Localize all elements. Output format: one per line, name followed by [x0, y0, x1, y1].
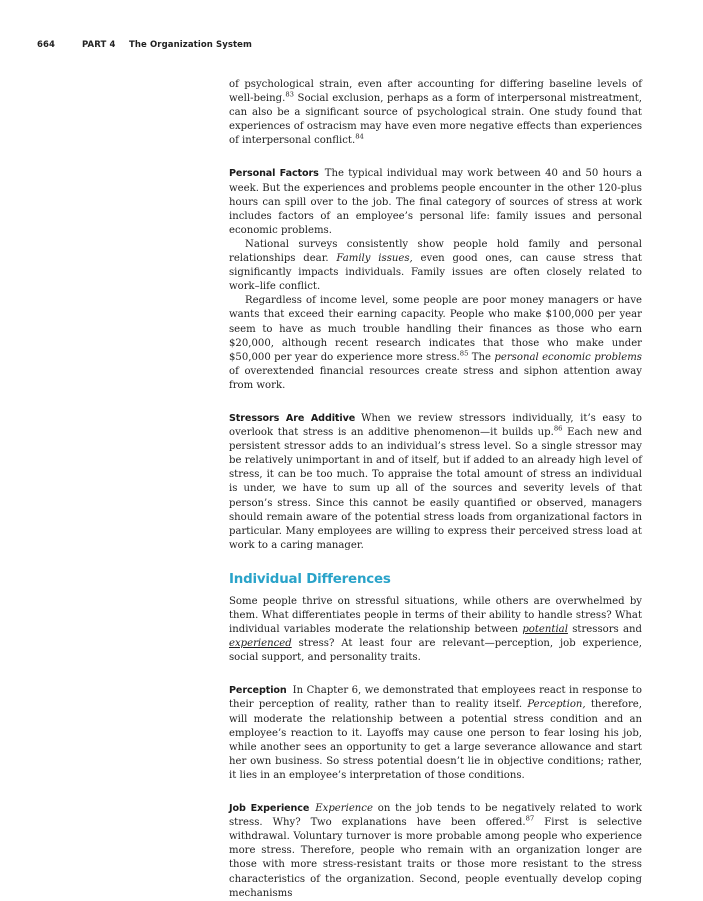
- section-heading-individual-differences: Individual Differences: [229, 571, 391, 587]
- economic-text-mid: The: [468, 351, 495, 363]
- stressors-text-1: When we review stressors individually, it’s easy to overlook that stress is an additive phenomenon—it builds up.: [229, 412, 642, 439]
- economic-problems-paragraph: [229, 294, 642, 393]
- experience-term: Experience: [315, 803, 373, 815]
- family-text-2: even good ones, can cause stress that significantly impacts individuals. Family issues are often closely related to work–life conflict.: [229, 253, 642, 293]
- footnote-ref-83: 83: [285, 90, 294, 99]
- perception-term: Perception,: [527, 699, 586, 711]
- perception-text-2: therefore, will moderate the relationship between a potential stress condition and an employee’s reaction to it. Layoffs may cause one person to fear losing his job, while another sees an opportunity to get a large severance allowance and start her own business. So stress potential doesn’t lie in objective conditions; rather, it lies in an employee’s interpretation of those conditions.: [229, 699, 642, 781]
- potential-term: potential: [522, 624, 568, 636]
- footnote-ref-87: 87: [525, 814, 535, 823]
- personal-factors-heading: Personal Factors: [229, 168, 319, 180]
- family-issues-term: Family issues,: [336, 253, 413, 265]
- stressors-additive-heading: Stressors Are Additive: [229, 412, 356, 424]
- job-exp-text-1: on the job tends to be negatively related to work stress. Why? Two explanations have been offered.: [229, 803, 642, 829]
- family-issues-paragraph: [229, 238, 642, 294]
- job-exp-text-2: First is selective withdrawal. Voluntary turnover is more probable among people who experience more stress. Therefore, people who remain with an organization longer are those with more stress-resistant traits or those more resistant to the stress characteristics of the organization. Second, people eventually develop coping mechanisms: [229, 817, 642, 899]
- indiv-text-2: stressors and: [567, 624, 642, 636]
- experienced-term: experienced: [229, 638, 292, 650]
- stressors-additive-paragraph: [229, 412, 642, 553]
- intro-text-1: of psychological strain, even after accounting for differing baseline levels of well-being.: [229, 79, 642, 105]
- page-number: 664: [37, 40, 56, 50]
- personal-factors-text: The typical individual may work between 40 and 50 hours a week. But the experiences and problems people encounter in the other 120-plus hours can spill over to the job. The final category of sources of stress at work includes factors of an employee’s personal life: family issues and personal economic problems.: [229, 168, 642, 236]
- intro-paragraph: [229, 78, 642, 148]
- footnote-ref-86: 86: [553, 424, 563, 433]
- job-experience-heading: Job Experience: [229, 803, 310, 815]
- economic-text-2: of overextended financial resources create stress and siphon attention away from work.: [229, 365, 642, 391]
- family-text-1: National surveys consistently show people hold family and personal relationships dear.: [229, 238, 642, 265]
- part-label: PART 4: [82, 40, 116, 50]
- perception-text-1: In Chapter 6, we demonstrated that employees react in response to their perception of reality, rather than to reality itself.: [229, 685, 642, 711]
- running-section-title: The Organization System: [129, 40, 252, 50]
- footnote-ref-84: 84: [355, 133, 364, 142]
- personal-factors-paragraph: [229, 167, 642, 237]
- perception-heading: Perception: [229, 685, 287, 697]
- perception-paragraph: [229, 684, 642, 783]
- individual-differences-paragraph: [229, 595, 642, 665]
- indiv-text-1: Some people thrive on stressful situations, while others are overwhelmed by them. What differentiates people in terms of their ability to handle stress? What individual variables moderate the relationship between: [229, 595, 642, 636]
- running-header: [37, 40, 252, 50]
- economic-text-1: Regardless of income level, some people are poor money managers or have wants that exceed their earning capacity. People who make $100,000 per year seem to have as much trouble handling their finances as those who earn $20,000, although recent research indicates that those who make under $50,000 per year do experience more stress.: [229, 295, 642, 363]
- footnote-ref-85: 85: [459, 349, 469, 358]
- stressors-text-2: Each new and persistent stressor adds to an individual’s stress level. So a single stressor may be relatively unimportant in and of itself, but if added to an already high level of stress, it can be too much. To appraise the total amount of stress an individual is under, we have to sum up all of the sources and severity levels of that person’s stress. Since this cannot be easily quantified or observed, managers should remain aware of the potential stress loads from organizational factors in particular. Many employees are willing to express their perceived stress load at work to a caring manager.: [229, 427, 643, 551]
- job-experience-paragraph: [229, 802, 642, 901]
- economic-problems-term: personal economic problems: [494, 351, 642, 363]
- intro-text-2: Social exclusion, perhaps as a form of interpersonal mistreatment, can also be a significant source of psychological strain. One study found that experiences of ostracism may have even more negative effects than experiences of interpersonal conflict.: [229, 93, 642, 147]
- indiv-text-3: stress? At least four are relevant—perception, job experience, social support, and personality traits.: [229, 638, 642, 664]
- body-text: [229, 78, 642, 901]
